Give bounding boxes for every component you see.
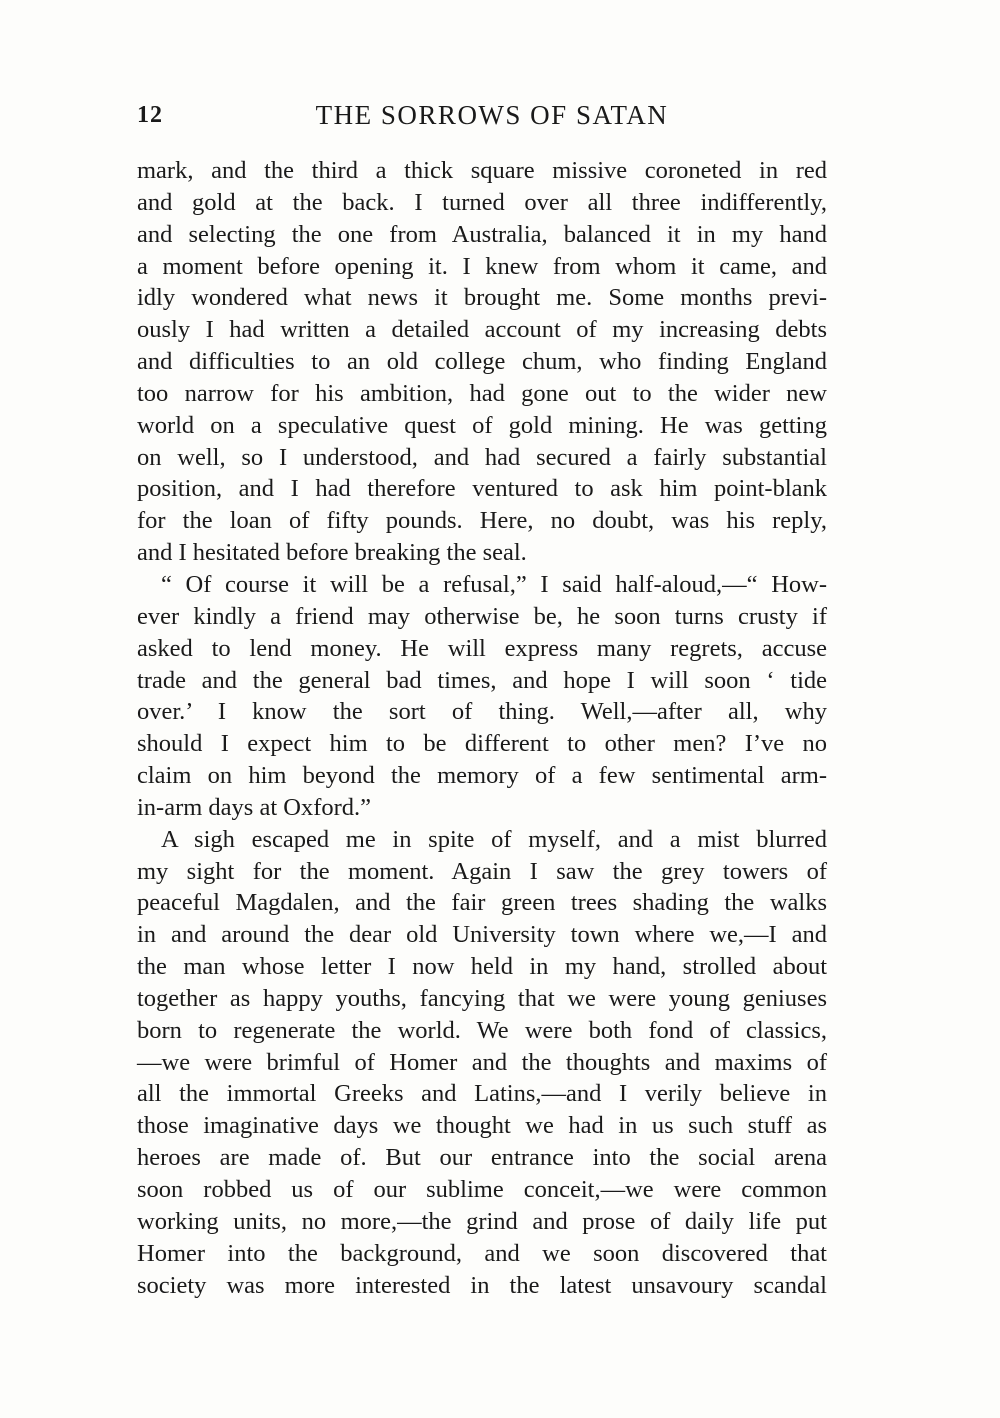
text-line: for the loan of fifty pounds. Here, no doubt, was his reply, [137,507,827,535]
text-line: Homer into the background, and we soon discovered that [137,1239,827,1267]
text-line: mark, and the third a thick square missive coroneted in red [137,157,827,184]
text-line: too narrow for his ambition, had gone out to the wider new [137,379,827,407]
text-line: “ Of course it will be a refusal,” I said half-aloud,—“ How- [161,570,827,598]
text-line: ever kindly a friend may otherwise be, he soon turns crusty if [137,602,827,630]
text-line: born to regenerate the world. We were both fond of classics, [137,1016,827,1044]
text-line: over.’ I know the sort of thing. Well,—after all, why [137,698,827,726]
running-head [137,100,827,140]
text-line: society was more interested in the latest unsavoury scandal [137,1271,827,1299]
text-line: should I expect him to be different to other men? I’ve no [137,730,827,758]
text-line: —we were brimful of Homer and the thoughts and maxims of [137,1048,827,1076]
text-line: peaceful Magdalen, and the fair green trees shading the walks [137,889,827,917]
text-line: world on a speculative quest of gold mining. He was getting [137,411,827,439]
text-line: idly wondered what news it brought me. Some months previ- [137,284,827,312]
text-line: working units, no more,—the grind and prose of daily life put [137,1207,827,1235]
text-line: in and around the dear old University town where we,—I and [137,921,827,949]
text-line: trade and the general bad times, and hope I will soon ‘ tide [137,666,827,694]
text-line: and selecting the one from Australia, balanced it in my hand [137,220,827,248]
text-line: all the immortal Greeks and Latins,—and I verily believe in [137,1080,827,1108]
text-line: and difficulties to an old college chum, who finding England [137,348,827,376]
text-line: heroes are made of. But our entrance into the social arena [137,1144,827,1172]
text-line: a moment before opening it. I knew from whom it came, and [137,252,827,280]
text-line: A sigh escaped me in spite of myself, and a mist blurred [161,825,827,853]
page-number: 12 [137,102,163,128]
text-line: those imaginative days we thought we had in us such stuff as [137,1112,827,1140]
body-text [137,155,827,1301]
text-line: the man whose letter I now held in my hand, strolled about [137,953,827,981]
running-title: THE SORROWS OF SATAN [315,100,669,130]
text-line: claim on him beyond the memory of a few sentimental arm- [137,762,827,790]
text-line: position, and I had therefore ventured to ask him point-blank [137,475,827,503]
text-line: and I hesitated before breaking the seal. [137,539,527,567]
text-line: my sight for the moment. Again I saw the grey towers of [137,857,827,885]
text-line: asked to lend money. He will express many regrets, accuse [137,634,827,662]
text-line: ously I had written a detailed account of my increasing debts [137,316,827,344]
text-line: and gold at the back. I turned over all three indifferently, [137,188,827,216]
text-line: together as happy youths, fancying that we were young geniuses [137,984,827,1012]
text-line: in-arm days at Oxford.” [137,793,372,821]
text-line: soon robbed us of our sublime conceit,—we were common [137,1176,827,1203]
text-line: on well, so I understood, and had secured a fairly substantial [137,443,827,471]
